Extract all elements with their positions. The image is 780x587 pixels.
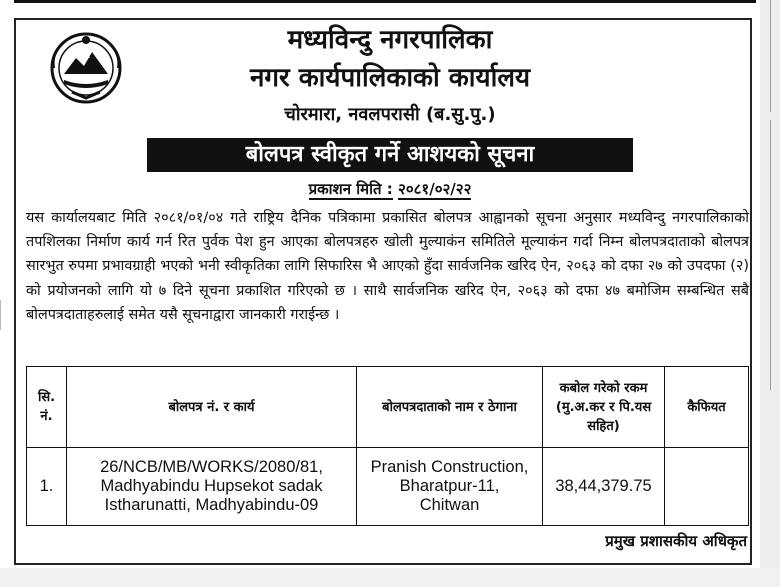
bidder-line: Bharatpur-11, — [399, 477, 500, 495]
header-sn: सि. नं. — [27, 367, 67, 448]
cell-remarks — [665, 448, 749, 526]
bottom-margin — [0, 568, 780, 587]
header-remarks: कैफियत — [665, 367, 749, 448]
office-name: नगर कार्यपालिकाको कार्यालय — [249, 63, 531, 93]
municipality-emblem-icon — [46, 28, 126, 108]
org-name: मध्यविन्दु नगरपालिका — [287, 25, 493, 55]
cell-bidder — [357, 448, 543, 526]
adjacent-page-edge — [760, 0, 780, 587]
publication-date-label: प्रकाशन मिति : — [308, 180, 393, 198]
table-header-row — [27, 367, 749, 448]
bid-line: Madhyabindu Hupsekot sadak — [100, 477, 323, 495]
cell-sn: 1. — [27, 448, 67, 526]
top-rule — [14, 0, 756, 3]
adjacent-page-mark — [0, 300, 11, 330]
publication-date-value: २०८१/०२/२२ — [398, 180, 472, 198]
table-row — [27, 448, 749, 526]
cell-amount: 38,44,379.75 — [543, 448, 665, 526]
bidder-line: Chitwan — [419, 496, 480, 514]
notice-title: बोलपत्र स्वीकृत गर्ने आशयको सूचना — [147, 138, 633, 172]
publication-date — [130, 178, 650, 200]
header-bid-no-work: बोलपत्र नं. र कार्य — [67, 367, 357, 448]
address: चोरमारा, नवलपरासी (ब.सु.पु.) — [284, 104, 496, 125]
bid-line: 26/NCB/MB/WORKS/2080/81, — [100, 458, 323, 476]
header-amount: कबोल गरेको रकम (मु.अ.कर र पि.यस सहित) — [543, 367, 665, 448]
bid-line: Istharunatti, Madhyabindu-09 — [104, 496, 319, 514]
cell-bid-no-work — [67, 448, 357, 526]
bidder-line: Pranish Construction, — [370, 458, 529, 476]
header-bidder: बोलपत्रदाताको नाम र ठेगाना — [357, 367, 543, 448]
notice-body: यस कार्यालयबाट मिति २०८१/०१/०४ गते राष्ट्रिय दैनिक पत्रिकामा प्रकासित बोलपत्र आह्वानको सूचना अनुसार मध्यविन्दु नगरपालिकाको तपशिलका निर्माण कार्य गर्न रित पुर्वक पेश हुन आएका बोलपत्रहरु खोली मुल्याकंन समितिले मूल्याकंन गर्दा निम्न बोलपत्रदाताको बोलपत्र सारभुत रुपमा प्रभावग्राही भएको भनी स्वीकृतिका लागि सिफारिस भै आएको हुँदा सार्वजनिक खरिद ऐन, २०६३ को दफा २७ को उपदफा (२) को प्रयोजनको लागि यो ७ दिने सूचना प्रकाशित गरिएको छ । साथै सार्वजनिक खरिद ऐन, २०६३ को दफा ४७ बमोजिम सम्बन्धित सबै बोलपत्रदाताहरुलाई समेत यसै सूचनाद्वारा जानकारी गराईन्छ । — [26, 210, 749, 323]
signoff: प्रमुख प्रशासकीय अधिकृत — [605, 532, 747, 550]
bid-table — [26, 366, 749, 526]
